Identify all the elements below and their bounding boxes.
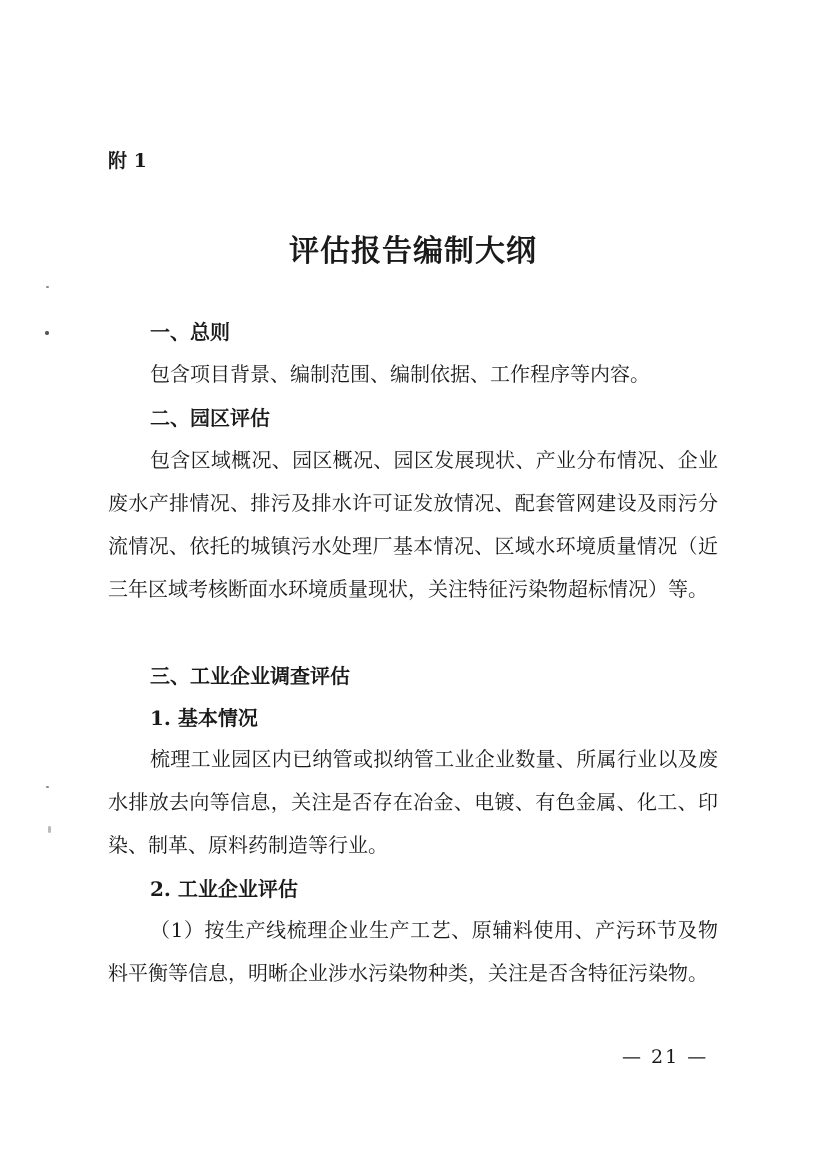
scan-speck	[45, 331, 49, 335]
section-text-general: 包含项目背景、编制范围、编制依据、工作程序等内容。	[150, 362, 650, 386]
page-number: — 21 —	[622, 1046, 709, 1068]
document-title: 评估报告编制大纲	[289, 234, 537, 269]
subsection-heading-basic-info: 1. 基本情况	[150, 706, 258, 730]
subsection-heading-enterprise-assessment: 2. 工业企业评估	[150, 877, 298, 901]
scan-speck	[48, 826, 51, 833]
section-text-park-assessment: 包含区域概况、园区概况、园区发展现状、产业分布情况、企业废水产排情况、排污及排水许可证发放情况、配套管网建设及雨污分流情况、依托的城镇污水处理厂基本情况、区域水环境质量情况（近三年区域考核断面水环境质量现状，关注特征污染物超标情况）等。	[108, 448, 718, 601]
section-heading-park-assessment: 二、园区评估	[150, 406, 270, 430]
subsection-text-basic-info: 梳理工业园区内已纳管或拟纳管工业企业数量、所属行业以及废水排放去向等信息，关注是否存在冶金、电镀、有色金属、化工、印染、制革、原料药制造等行业。	[108, 747, 718, 857]
attachment-label: 附 1	[108, 150, 147, 172]
subsection-text-enterprise-assessment: （1）按生产线梳理企业生产工艺、原辅料使用、产污环节及物料平衡等信息，明晰企业涉水污染物种类，关注是否含特征污染物。	[108, 918, 718, 985]
section-heading-enterprise-survey: 三、工业企业调查评估	[150, 664, 350, 688]
section-heading-general: 一、总则	[150, 320, 230, 344]
scan-speck	[46, 786, 49, 788]
scan-speck	[46, 286, 49, 288]
